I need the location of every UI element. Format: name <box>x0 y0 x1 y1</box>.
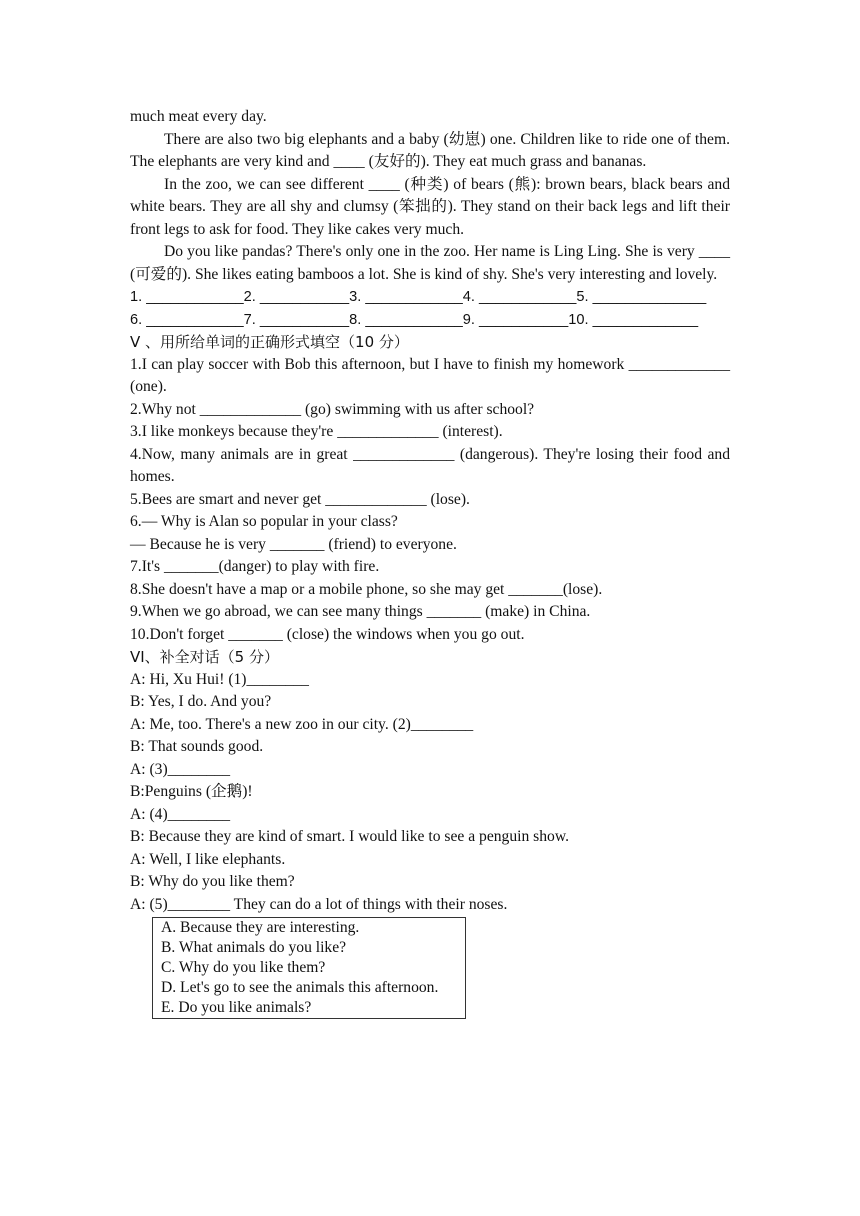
option-item: A. Because they are interesting. <box>161 919 360 936</box>
section-heading: VI、补全对话（5 分） <box>130 648 279 666</box>
dialogue-line: B: That sounds good. <box>130 738 264 755</box>
dialogue-line: A: (3)________ <box>130 760 231 778</box>
dialogue-line: A: Hi, Xu Hui! (1)________ <box>130 670 309 688</box>
dialogue-line: A: (4)________ <box>130 805 231 823</box>
section-heading: V 、用所给单词的正确形式填空（10 分） <box>130 333 409 351</box>
document-content <box>130 106 730 1019</box>
exercise-item: 6.— Why is Alan so popular in your class? <box>130 513 398 530</box>
option-item: D. Let's go to see the animals this afternoon. <box>161 979 439 996</box>
dialogue-line: A: Me, too. There's a new zoo in our city. (2)________ <box>130 715 474 733</box>
passage-paragraph: There are also two big elephants and a baby (幼崽) one. Children like to ride one of them. The elephants are very kind and ____ (友好的). They eat much grass and bananas. <box>130 130 730 170</box>
exercise-item: 7.It's _______(danger) to play with fire. <box>130 558 380 575</box>
answer-line: 6. ____________7. ___________8. ____________9. ___________10. _____________ <box>130 311 699 328</box>
exercise-item: 8.She doesn't have a map or a mobile phone, so she may get _______(lose). <box>130 580 603 598</box>
dialogue-line: A: (5)________ They can do a lot of things with their noses. <box>130 895 508 913</box>
dialogue-line: B: Yes, I do. And you? <box>130 693 272 710</box>
option-item: E. Do you like animals? <box>161 999 312 1016</box>
option-item: B. What animals do you like? <box>161 939 347 956</box>
dialogue-line: B:Penguins (企鹅)! <box>130 783 253 800</box>
answer-line: 1. ____________2. ___________3. ____________4. ____________5. ______________ <box>130 289 707 305</box>
exercise-item: 3.I like monkeys because they're _____________ (interest). <box>130 423 503 440</box>
dialogue-line: B: Because they are kind of smart. I would like to see a penguin show. <box>130 828 569 845</box>
passage-paragraph: In the zoo, we can see different ____ (种类) of bears (熊): brown bears, black bears and white bears. They are all shy and clumsy (笨拙的). They stand on their back legs and lift their front legs to ask for food. They like cakes very much. <box>130 175 730 238</box>
dialogue-line: A: Well, I like elephants. <box>130 850 286 868</box>
option-item: C. Why do you like them? <box>161 959 326 976</box>
options-box <box>152 917 466 1019</box>
exercise-item: 2.Why not _____________ (go) swimming with us after school? <box>130 400 535 418</box>
exercise-item: 9.When we go abroad, we can see many things _______ (make) in China. <box>130 603 591 620</box>
exercise-item: — Because he is very _______ (friend) to everyone. <box>130 535 457 553</box>
exercise-item: 5.Bees are smart and never get _____________ (lose). <box>130 490 470 508</box>
exercise-item: 10.Don't forget _______ (close) the windows when you go out. <box>130 625 525 643</box>
passage-paragraph: Do you like pandas? There's only one in the zoo. Her name is Ling Ling. She is very ____ (可爱的). She likes eating bamboos a lot. She is kind of shy. She's very interesting and lovely. <box>130 243 730 283</box>
dialogue-line: B: Why do you like them? <box>130 873 295 890</box>
exercise-item: 4.Now, many animals are in great _____________ (dangerous). They're losing their food and homes. <box>130 445 730 485</box>
exercise-item: 1.I can play soccer with Bob this afternoon, but I have to finish my homework _____________ (one). <box>130 355 730 395</box>
passage-line: much meat every day. <box>130 108 267 125</box>
